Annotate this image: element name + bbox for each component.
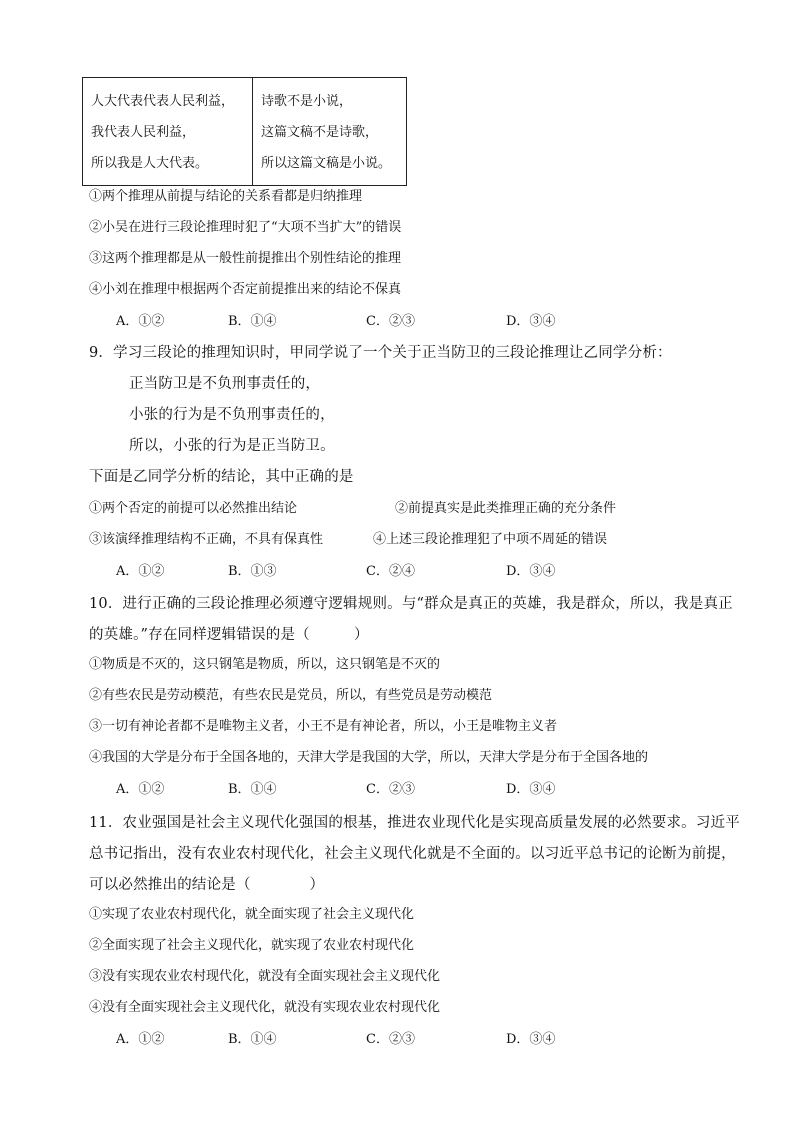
q11-item-4: ④没有全面实现社会主义现代化，就没有实现农业农村现代化 (89, 1000, 441, 1015)
q9-stem: 9．学习三段论的推理知识时，甲同学说了一个关于正当防卫的三段论推理让乙同学分析： (89, 345, 672, 361)
q8-item-3: ③这两个推理都是从一般性前提推出个别性结论的推理 (89, 251, 402, 266)
q9-option-c[interactable]: C．②④ (366, 564, 415, 579)
table-right-line: 所以这篇文稿是小说。 (261, 156, 392, 171)
q9-item-3: ③该演绎推理结构不正确，不具有保真性 (89, 532, 324, 547)
q9-premise-minor: 小张的行为是不负刑事责任的， (129, 407, 335, 423)
q8-option-d[interactable]: D．③④ (506, 314, 556, 329)
q10-option-b[interactable]: B．①④ (228, 782, 277, 797)
table-left-line: 人大代表代表人民利益， (91, 94, 235, 109)
q11-item-2: ②全面实现了社会主义现代化，就实现了农业农村现代化 (89, 938, 415, 953)
table-left-line: 我代表人民利益， (91, 125, 196, 140)
q11-option-a[interactable]: A．①② (116, 1032, 165, 1047)
q8-option-a[interactable]: A．①② (116, 314, 165, 329)
q8-item-2: ②小吴在进行三段论推理时犯了“大项不当扩大”的错误 (89, 220, 402, 235)
q10-stem-line2: 的英雄。”存在同样逻辑错误的是（ ） (89, 627, 369, 643)
q9-prompt: 下面是乙同学分析的结论，其中正确的是 (89, 469, 354, 485)
syllogism-right-cell (253, 78, 407, 186)
q8-item-1: ①两个推理从前提与结论的关系看都是归纳推理 (89, 189, 363, 204)
table-right-line: 诗歌不是小说， (261, 94, 353, 109)
q11-stem-line2: 总书记指出，没有农业农村现代化，社会主义现代化就是不全面的。以习近平总书记的论断为前提， (89, 846, 736, 862)
q10-option-d[interactable]: D．③④ (506, 782, 556, 797)
q11-option-d[interactable]: D．③④ (506, 1032, 556, 1047)
q9-option-b[interactable]: B．①③ (228, 564, 277, 579)
q11-stem-line3: 可以必然推出的结论是（ ） (89, 877, 325, 893)
table-right-line: 这篇文稿不是诗歌， (261, 125, 379, 140)
q10-option-a[interactable]: A．①② (116, 782, 165, 797)
q11-item-3: ③没有实现农业农村现代化，就没有全面实现社会主义现代化 (89, 969, 441, 984)
q10-stem-line1: 10．进行正确的三段论推理必须遵守逻辑规则。与“群众是真正的英雄，我是群众，所以，我是真正 (89, 596, 733, 612)
q9-item-2: ②前提真实是此类推理正确的充分条件 (395, 501, 617, 516)
q9-option-a[interactable]: A．①② (116, 564, 165, 579)
q8-item-4: ④小刘在推理中根据两个否定前提推出来的结论不保真 (89, 282, 402, 297)
q10-item-4: ④我国的大学是分布于全国各地的，天津大学是我国的大学，所以，天津大学是分布于全国各地的 (89, 750, 649, 765)
q9-item-1: ①两个否定的前提可以必然推出结论 (89, 501, 298, 516)
q9-option-d[interactable]: D．③④ (506, 564, 556, 579)
q9-premise-major: 正当防卫是不负刑事责任的， (129, 376, 321, 392)
q10-item-3: ③一切有神论者都不是唯物主义者，小王不是有神论者，所以，小王是唯物主义者 (89, 719, 558, 734)
q11-item-1: ①实现了农业农村现代化，就全面实现了社会主义现代化 (89, 907, 415, 922)
q8-option-c[interactable]: C．②③ (366, 314, 415, 329)
table-left-line: 所以我是人大代表。 (91, 156, 209, 171)
q11-option-b[interactable]: B．①④ (228, 1032, 277, 1047)
q9-conclusion: 所以，小张的行为是正当防卫。 (129, 438, 335, 454)
syllogism-table (82, 77, 407, 186)
q11-stem-line1: 11．农业强国是社会主义现代化强国的根基，推进农业现代化是实现高质量发展的必然要求。习近平 (89, 815, 740, 831)
q10-option-c[interactable]: C．②③ (366, 782, 415, 797)
syllogism-left-cell (83, 78, 253, 186)
q9-item-4: ④上述三段论推理犯了中项不周延的错误 (373, 532, 608, 547)
q10-item-2: ②有些农民是劳动模范，有些农民是党员，所以，有些党员是劳动模范 (89, 688, 493, 703)
q11-option-c[interactable]: C．②③ (366, 1032, 415, 1047)
q8-option-b[interactable]: B．①④ (228, 314, 277, 329)
q10-item-1: ①物质是不灭的，这只钢笔是物质，所以，这只钢笔是不灭的 (89, 657, 441, 672)
